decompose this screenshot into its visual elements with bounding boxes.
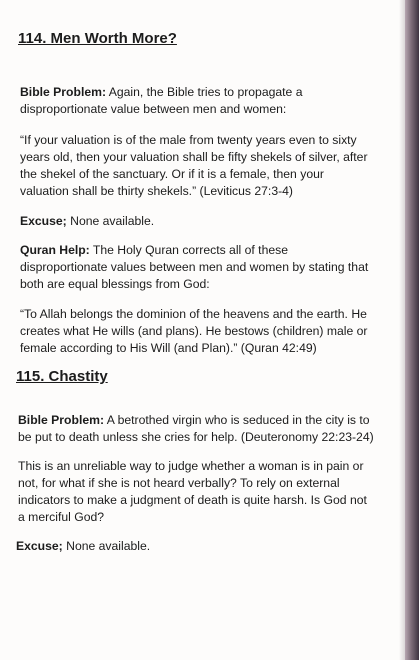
section-114-quran-quote: “To Allah belongs the dominion of the heavens and the earth. He creates what He wills (and plans). He bestows (children) male or female according to His Will (and Plan).” (Quran 42:49) (20, 307, 368, 355)
bible-problem-label: Bible Problem: (18, 413, 105, 427)
page-content (16, 30, 376, 555)
excuse-text: None available. (62, 539, 151, 553)
section-114 (16, 30, 376, 357)
section-115-heading: 115. Chastity (16, 368, 108, 385)
quran-help-text: The Holy Quran corrects all of these disproportionate values between men and women by stating that both are equal blessings from God: (20, 243, 369, 291)
section-114-quote: “If your valuation is of the male from twenty years even to sixty years old, then your valuation shall be fifty shekels of silver, after the shekel of the sanctuary. Or if it is a female, then your valuation shall be thirty shekels.” (Leviticus 27:3-4) (20, 133, 368, 198)
section-114-heading: 114. Men Worth More? (18, 30, 177, 47)
section-115-excuse (16, 538, 376, 555)
excuse-label: Excuse; (20, 214, 67, 228)
bible-problem-text: A betrothed virgin who is seduced in the city is to be put to death unless she cries for help. (Deuteronomy 22:23-24) (18, 413, 374, 444)
section-114-quran-help (20, 242, 376, 293)
section-115-commentary: This is an unreliable way to judge whether a woman is in pain or not, for what if she is not heard verbally? To rely on external indicators to make a judgment of death is quite harsh. Is God not a merciful God? (18, 459, 367, 524)
section-114-bible-problem (20, 84, 376, 118)
quran-help-label: Quran Help: (20, 243, 90, 257)
excuse-text: None available. (66, 214, 155, 228)
section-115 (16, 357, 376, 555)
excuse-label: Excuse; (16, 539, 63, 553)
section-114-excuse (20, 213, 376, 230)
bible-problem-label: Bible Problem: (20, 85, 107, 99)
book-page-edge (405, 0, 419, 660)
section-115-bible-problem (18, 412, 376, 446)
bible-problem-text: Again, the Bible tries to propagate a disproportionate value between men and women: (20, 85, 303, 116)
